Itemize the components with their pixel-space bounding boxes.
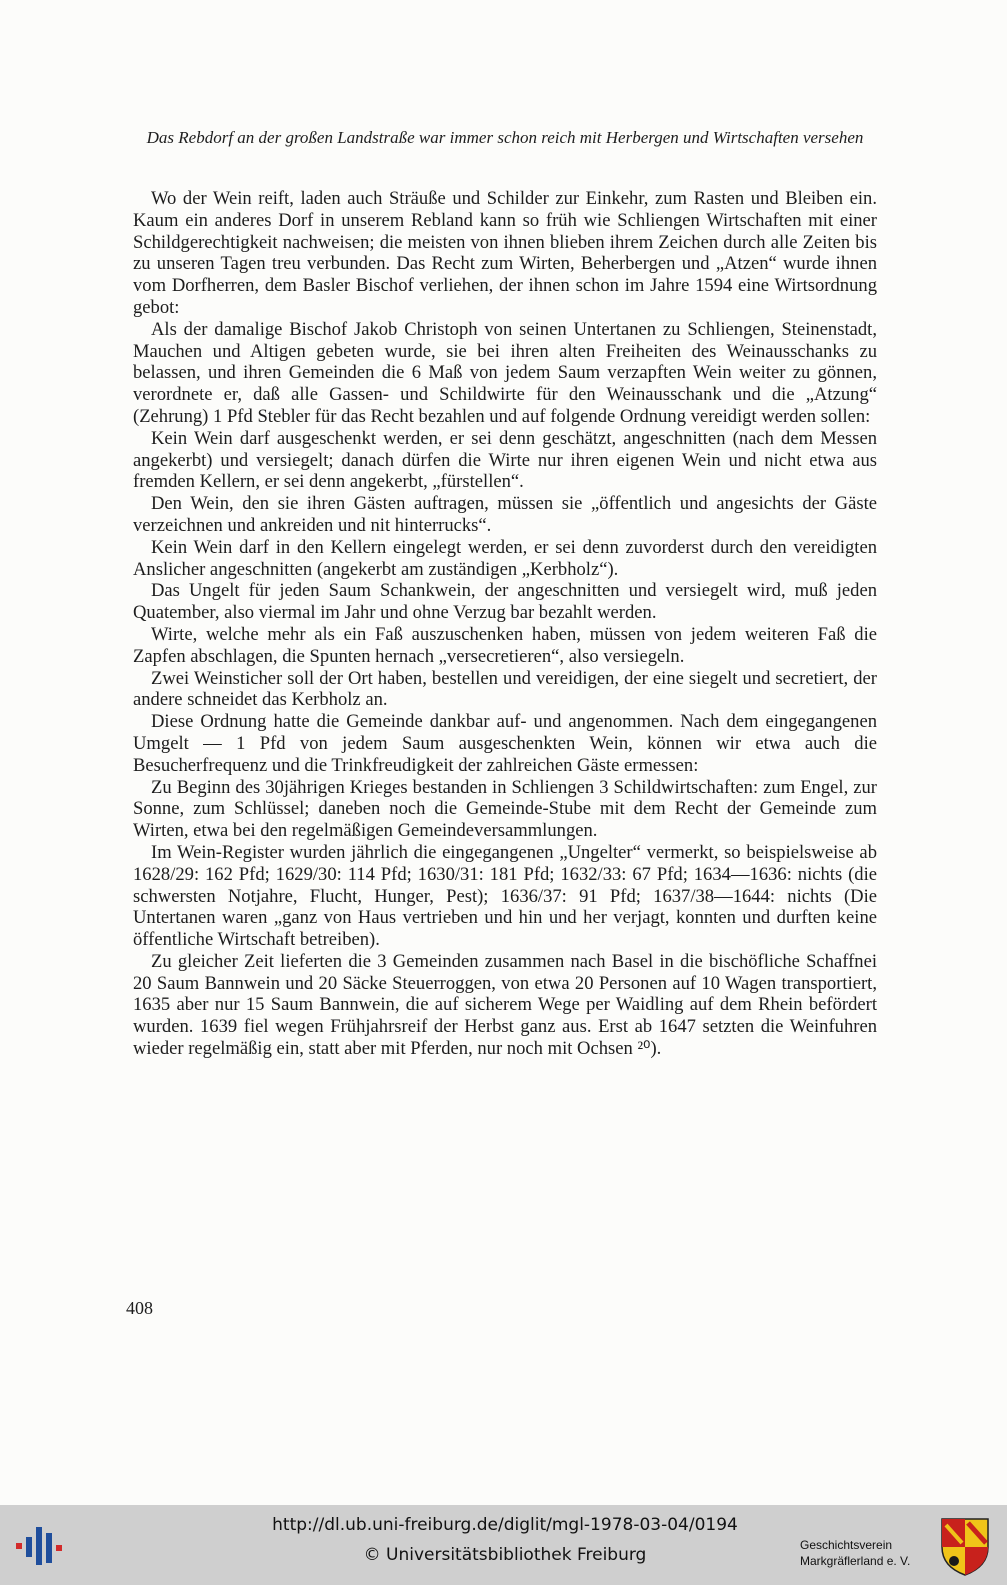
footer-bar xyxy=(0,1505,1007,1585)
page-number: 408 xyxy=(126,1298,153,1318)
paragraph: Zu gleicher Zeit lieferten die 3 Gemeinden zusammen nach Basel in die bischöfliche Schaffnei 20 Saum Bannwein und 20 Säcke Steuerroggen, von etwa 20 Personen auf 10 Wagen transportiert, 1635 aber nur 15 Saum Bannwein, die auf sicherem Wege per Waidling auf dem Rhein befördert wurden. 1639 fiel wegen Frühjahrsreif der Herbst ganz aus. Erst ab 1647 setzten die Weinfuhren wieder regelmäßig ein, statt aber mit Pferden, nur noch mit Ochsen ²⁰). xyxy=(133,950,877,1060)
paragraph: Kein Wein darf ausgeschenkt werden, er sei denn geschätzt, angeschnitten (nach dem Messen angekerbt) und versiegelt; danach dürfen die Wirte nur ihren eigenen Wein und nicht etwa aus fremden Kellern, er sei denn angekerbt, „fürstellen“. xyxy=(133,427,877,493)
section-caption: Das Rebdorf an der großen Landstraße war immer schon reich mit Herbergen und Wirtschaften versehen xyxy=(146,128,864,147)
paragraph: Diese Ordnung hatte die Gemeinde dankbar auf- und angenommen. Nach dem eingegangenen Umgelt — 1 Pfd von jedem Saum ausgeschenkten Wein, können wir etwa auch die Besucherfrequenz und die Trinkfreudigkeit der zahlreichen Gäste ermessen: xyxy=(133,711,877,776)
paragraph: Als der damalige Bischof Jakob Christoph von seinen Untertanen zu Schliengen, Steinenstadt, Mauchen und Altigen gebeten wurde, sie bei ihren alten Freiheiten des Weinausschanks zu belassen, und ihren Gemeinden die 6 Maß von jedem Saum verzapften Wein weiter zu gönnen, verordnete er, daß alle Gassen- und Schildwirte für den Weinausschank und die „Atzung“ (Zehrung) 1 Pfd Stebler für das Recht bezahlen und auf folgende Ordnung vereidigt werden sollen: xyxy=(133,318,877,427)
society-line: Geschichtsverein xyxy=(800,1538,893,1552)
paragraph: Das Ungelt für jeden Saum Schankwein, der angeschnitten und versiegelt wird, muß jeden Quatember, also viermal im Jahr und ohne Verzug bar bezahlt werden. xyxy=(133,580,877,624)
coat-of-arms-icon xyxy=(940,1517,990,1577)
society-line: Markgräflerland e. V. xyxy=(800,1554,911,1568)
document-url-link[interactable]: http://dl.ub.uni-freiburg.de/diglit/mgl-1978-03-04/0194 xyxy=(272,1515,738,1535)
paragraph: Kein Wein darf in den Kellern eingelegt werden, er sei denn zuvorderst durch den vereidigten Anslicher angeschnitten (angekerbt am zuständigen „Kerbholz“). xyxy=(133,536,877,580)
ub-logo-icon xyxy=(14,1523,64,1569)
copyright-text: © Universitätsbibliothek Freiburg xyxy=(363,1545,647,1565)
paragraph: Wo der Wein reift, laden auch Sträuße und Schilder zur Einkehr, zum Rasten und Bleiben ein. Kaum ein anderes Dorf in unserem Rebland kann so früh wie Schliengen Wirtschaften mit einer Schildgerechtigkeit nachweisen; die meisten von ihnen blieben ihrem Zeichen durch alle Zeiten bis zu unseren Tagen treu verbunden. Das Recht zum Wirten, Beherbergen und „Atzen“ wurde ihnen vom Dorfherren, dem Basler Bischof verliehen, der ihnen schon im Jahre 1594 eine Wirtsordnung gebot: xyxy=(133,188,877,318)
body-text xyxy=(133,188,877,1060)
paragraph: Zwei Weinsticher soll der Ort haben, bestellen und vereidigen, der eine siegelt und secretiert, der andere schneidet das Kerbholz an. xyxy=(133,667,877,711)
paragraph: Den Wein, den sie ihren Gästen auftragen, müssen sie „öffentlich und angesichts der Gäste verzeichnen und ankreiden und nit hinterrucks“. xyxy=(133,493,877,536)
society-name xyxy=(800,1537,935,1569)
paragraph: Wirte, welche mehr als ein Faß auszuschenken haben, müssen von jedem weiteren Faß die Zapfen abschlagen, die Spunten hernach „versecretieren“, also versiegeln. xyxy=(133,623,877,667)
paragraph: Im Wein-Register wurden jährlich die eingegangenen „Ungelter“ vermerkt, so beispielsweise ab 1628/29: 162 Pfd; 1629/30: 114 Pfd; 1630/31: 181 Pfd; 1632/33: 67 Pfd; 1634—1636: nichts (die schwersten Notjahre, Flucht, Hunger, Pest); 1636/37: 91 Pfd; 1637/38—1644: nichts (Die Untertanen waren „ganz von Haus vertrieben und hin und her verjagt, konnten und durften keine öffentliche Wirtschaft betreiben). xyxy=(133,841,877,951)
paragraph: Zu Beginn des 30jährigen Krieges bestanden in Schliengen 3 Schildwirtschaften: zum Engel, zur Sonne, zum Schlüssel; daneben noch die Gemeinde-Stube mit dem Recht der Gemeinde zum Wirten, etwa bei den regelmäßigen Gemeindeversammlungen. xyxy=(133,776,877,842)
